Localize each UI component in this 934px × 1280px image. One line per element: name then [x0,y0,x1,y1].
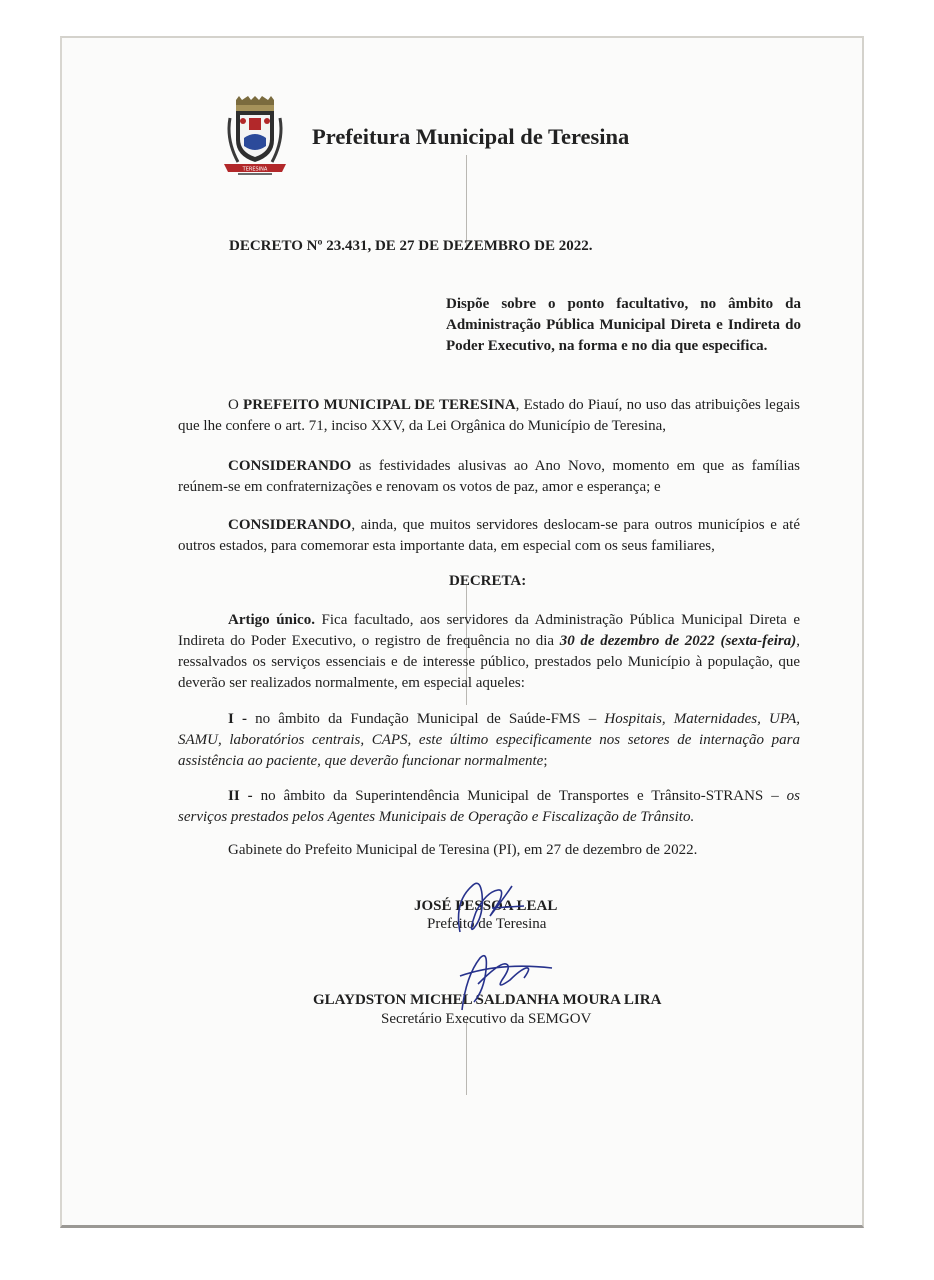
signatory-role: Secretário Executivo da SEMGOV [381,1011,592,1027]
ementa-line: Poder Executivo, na forma e no dia que especifica. [446,338,768,354]
considerando-line: CONSIDERANDO as festividades alusivas ao Ano Novo, momento em que as famílias [228,458,800,474]
authority-name: PREFEITO MUNICIPAL DE TERESINA [243,397,516,413]
preamble-line: que lhe confere o art. 71, inciso XXV, da Lei Orgânica do Município de Teresina, [178,418,666,434]
decreta-heading: DECRETA: [449,573,527,589]
signatory-role: Prefeito de Teresina [427,916,547,932]
artigo-line: Indireta do Poder Executivo, o registro de frequência no dia 30 de dezembro de 2022 (sexta-feira), [178,633,801,649]
item-line: I - no âmbito da Fundação Municipal de Saúde-FMS – Hospitais, Maternidades, UPA, [228,711,800,727]
handwritten-signature [440,940,570,1015]
facultative-date: 30 de dezembro de 2022 (sexta-feira) [559,633,797,649]
signatory-name: GLAYDSTON MICHEL SALDANHA MOURA LIRA [313,992,662,1008]
preamble-line: O PREFEITO MUNICIPAL DE TERESINA, Estado do Piauí, no uso das atribuições legais [228,397,800,413]
considerando-line: outros estados, para comemorar esta importante data, em especial com os seus familiares, [178,538,715,554]
artigo-line: ressalvados os serviços essenciais e de interesse público, prestados pelo Município à população, que [178,654,800,670]
handwritten-signature [430,872,540,942]
considerando-line: CONSIDERANDO, ainda, que muitos servidores deslocam-se para outros municípios e até [228,517,800,533]
teresina-coat-of-arms-icon [222,96,288,182]
item-line: II - no âmbito da Superintendência Municipal de Transportes e Trânsito-STRANS – os [228,788,800,804]
item-line: assistência ao paciente, que deverão funcionar normalmente; [178,753,548,769]
ementa-line: Administração Pública Municipal Direta e Indireta do [446,317,801,333]
ementa-line: Dispõe sobre o ponto facultativo, no âmbito da [446,296,801,312]
organization-name: Prefeitura Municipal de Teresina [312,124,630,149]
signatory-name: JOSÉ PESSOA LEAL [414,898,558,914]
decree-title: DECRETO Nº 23.431, DE 27 DE DEZEMBRO DE 2022. [229,238,593,254]
considerando-line: reúnem-se em confraternizações e renovam os votos de paz, amor e esperança; e [178,479,661,495]
fold-crease [466,1020,467,1095]
artigo-line: deverão ser realizados normalmente, em especial aqueles: [178,675,525,691]
svg-text:TERESINA: TERESINA [242,166,268,173]
artigo-line: Artigo único. Fica facultado, aos servidores da Administração Pública Municipal Direta e [228,612,800,628]
item-line: SAMU, laboratórios centrais, CAPS, este último especificamente nos setores de internação para [178,732,800,748]
item-line: serviços prestados pelos Agentes Municipais de Operação e Fiscalização de Trânsito. [178,809,695,825]
closing-line: Gabinete do Prefeito Municipal de Teresina (PI), em 27 de dezembro de 2022. [228,842,698,858]
